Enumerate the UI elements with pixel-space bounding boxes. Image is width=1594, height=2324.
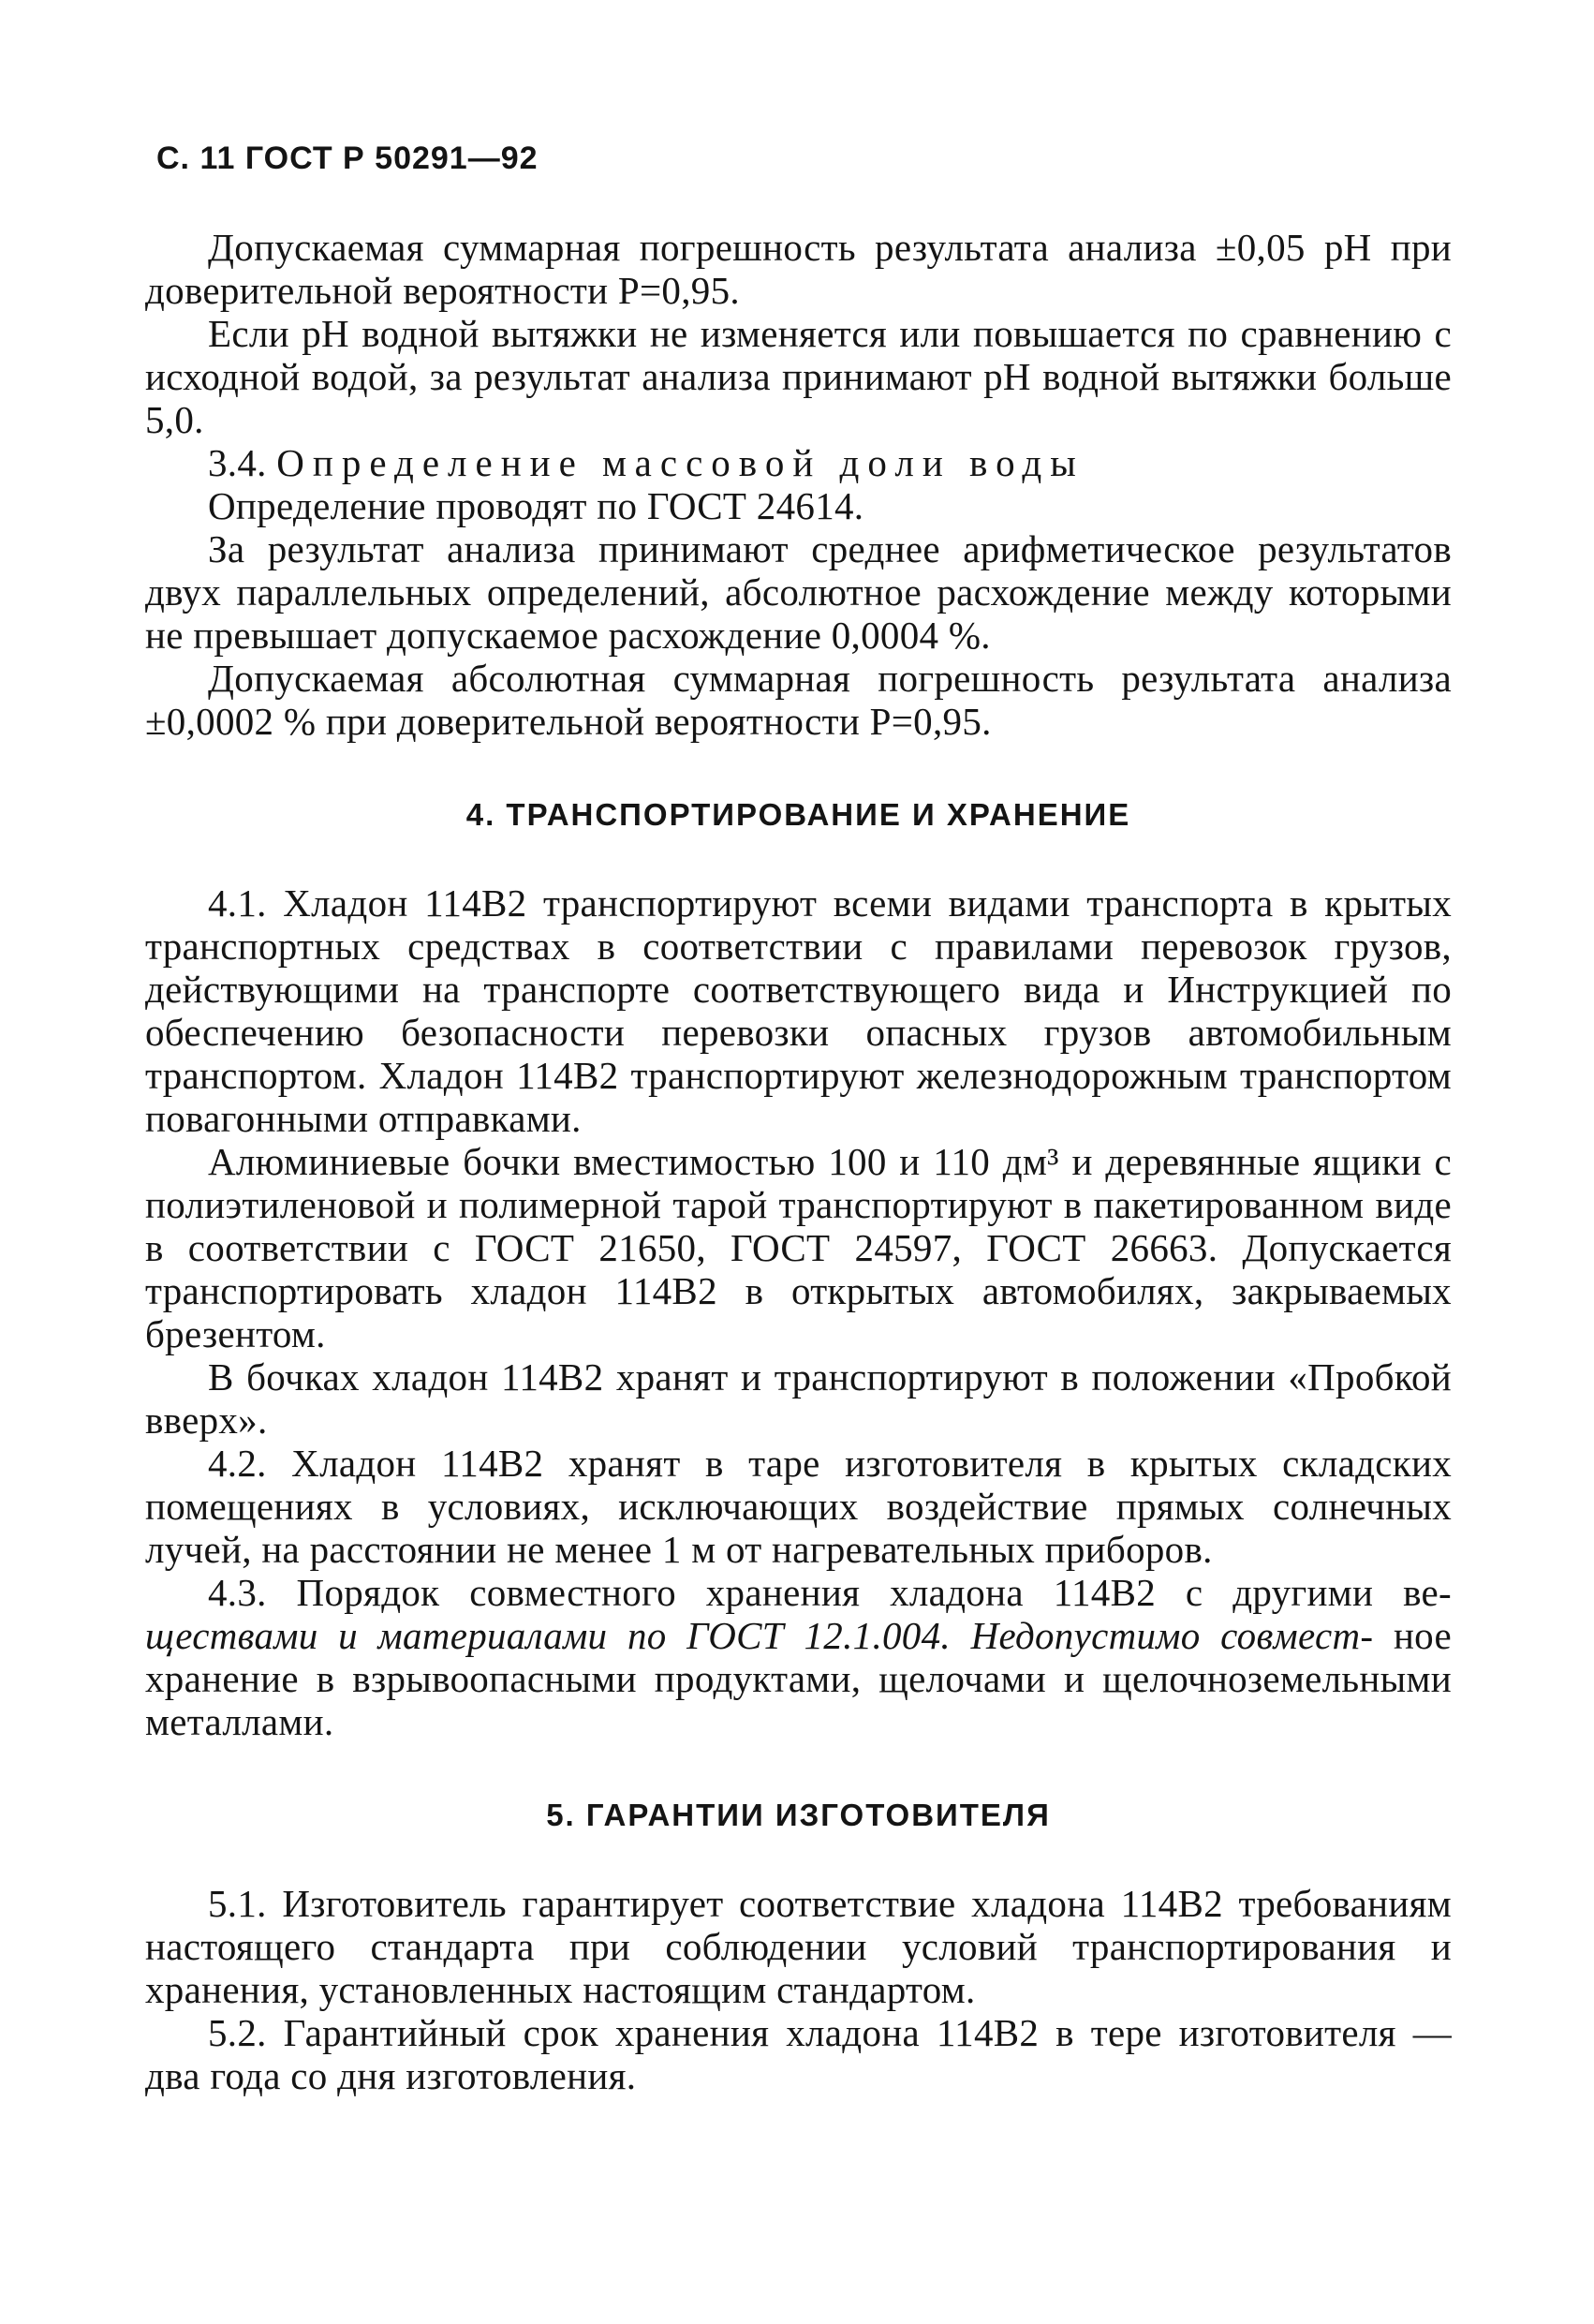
paragraph-5-2: 5.2. Гарантийный срок хранения хладона 114В2 в тере изготовителя — два года со дня изготовления. xyxy=(145,2011,1452,2097)
subsection-title: Определение массовой доли воды xyxy=(276,441,1085,484)
paragraph-4-1-barrels: В бочках хладон 114В2 хранят и транспортируют в положении «Пробкой вверх». xyxy=(145,1355,1452,1442)
paragraph-4-3-end: ное хранение в взрывоопасными продуктами, щелочами и щелочноземельными металлами. xyxy=(145,1614,1452,1743)
paragraph-4-1-containers: Алюминиевые бочки вместимостью 100 и 110 дм³ и деревянные ящики с полиэтиленовой и полимерной тарой транспортируют в пакетированном виде в соответствии с ГОСТ 21650, ГОСТ 24597, ГОСТ 26663. Допускается транспортировать хладон 114В2 в открытых автомобилях, закрываемых брезентом. xyxy=(145,1140,1452,1355)
paragraph-5-1: 5.1. Изготовитель гарантирует соответствие хладона 114В2 требованиям настоящего стандарта при соблюдении условий транспортирования и хранения, установленных настоящим стандартом. xyxy=(145,1882,1452,2011)
page-header: С. 11 ГОСТ Р 50291—92 xyxy=(156,141,539,176)
paragraph-ph-result: Если pH водной вытяжки не изменяется или повышается по сравнению с исходной водой, за результат анализа принимают pH водной вытяжки больше 5,0. xyxy=(145,312,1452,441)
paragraph-absolute-error: Допускаемая абсолютная суммарная погрешность результата анализа ±0,0002 % при доверительной вероятности P=0,95. xyxy=(145,657,1452,743)
paragraph-4-3 xyxy=(145,1571,1452,1743)
paragraph-4-3-start: 4.3. Порядок совместного хранения хладона 114В2 с другими ве- xyxy=(208,1571,1452,1614)
paragraph-method-reference: Определение проводят по ГОСТ 24614. xyxy=(208,484,864,527)
paragraph-4-1: 4.1. Хладон 114В2 транспортируют всеми видами транспорта в крытых транспортных средствах в соответствии с правилами перевозок грузов, действующими на транспорте соответствующего вида и Инструкцией по обеспечению безопасности перевозки опасных грузов автомобильным транспортом. Хладон 114В2 транспортируют железнодорожным транспортом повагонными отправками. xyxy=(145,881,1452,1140)
paragraph-4-3-italic: ществами и материалами по ГОСТ 12.1.004. Недопустимо совмест- xyxy=(145,1614,1374,1657)
paragraph-result-average: За результат анализа принимают среднее арифметическое результатов двух параллельных определений, абсолютное расхождение между которыми не превышает допускаемое расхождение 0,0004 %. xyxy=(145,527,1452,657)
paragraph-error-ph: Допускаемая суммарная погрешность результата анализа ±0,05 pH при доверительной вероятности P=0,95. xyxy=(145,226,1452,312)
section-heading-4: 4. ТРАНСПОРТИРОВАНИЕ И ХРАНЕНИЕ xyxy=(465,797,1131,832)
subsection-3-4-title xyxy=(145,441,1452,484)
section-heading-5: 5. ГАРАНТИИ ИЗГОТОВИТЕЛЯ xyxy=(546,1798,1051,1832)
subsection-number: 3.4. xyxy=(208,441,267,484)
paragraph-4-2: 4.2. Хладон 114В2 хранят в таре изготовителя в крытых складских помещениях в условиях, исключающих воздействие прямых солнечных лучей, на расстоянии не менее 1 м от нагревательных приборов. xyxy=(145,1442,1452,1571)
document-page xyxy=(145,141,1452,2097)
